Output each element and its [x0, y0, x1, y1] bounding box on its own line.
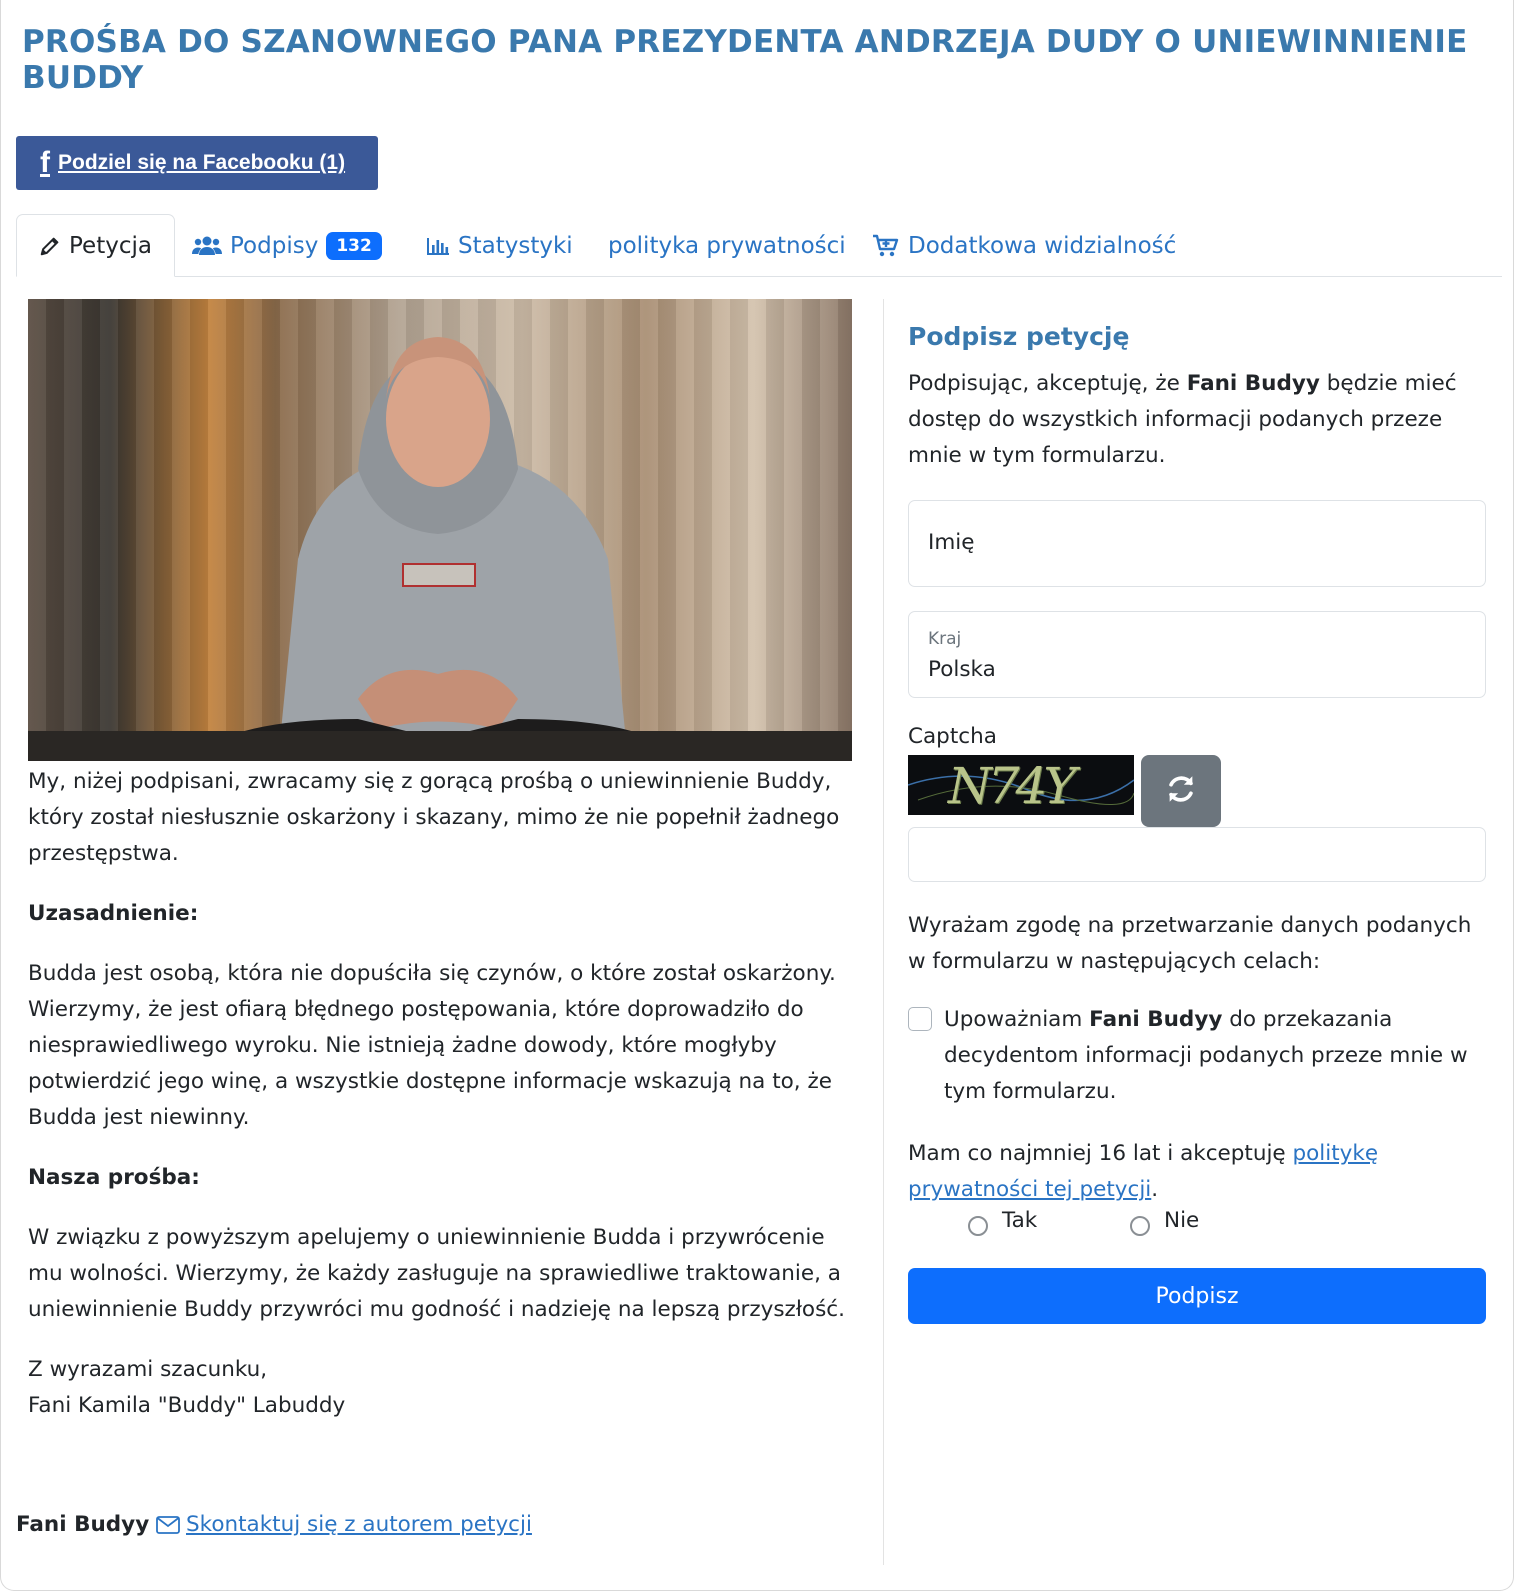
tab-dodatkowa-label: Dodatkowa widzialność — [908, 232, 1177, 259]
sign-info-text — [908, 366, 1486, 474]
author-name: Fani Budyy — [16, 1512, 150, 1537]
age-text-pre: Mam co najmniej 16 lat i akceptuję — [908, 1141, 1293, 1166]
petition-body-prosba: W związku z powyższym apelujemy o uniewinnienie Budda i przywrócenie mu wolności. Wierzymy, że każdy zasługuje na sprawiedliwe traktowanie, a uniewinnienie Buddy przywróci mu godność i nadzieję na lepszą przyszłość. — [28, 1225, 845, 1322]
country-select[interactable] — [908, 611, 1486, 698]
facebook-share-button[interactable] — [16, 136, 378, 190]
sign-submit-button[interactable]: Podpisz — [908, 1268, 1486, 1324]
facebook-icon: f — [40, 146, 50, 179]
tab-dodatkowa-widzialnosc[interactable] — [872, 214, 1176, 277]
tab-polityka-prywatnosci[interactable] — [608, 214, 846, 277]
signature-count-badge: 132 — [326, 232, 382, 260]
sign-info-pre: Podpisując, akceptuję, że — [908, 371, 1187, 396]
sign-form-title: Podpisz petycję — [908, 322, 1130, 351]
petition-body-uzasadnienie: Budda jest osobą, która nie dopuściła się czynów, o które został oskarżony. Wierzymy, że jest ofiarą błędnego postępowania, które doprowadziło do niesprawiedliwego wyroku. Nie istnieją żadne dowody, które mogłyby potwierdzić jego winę, a wszystkie dostępne informacje wskazują na to, że Budda jest niewinny. — [28, 961, 836, 1130]
tab-polityka-label: polityka prywatności — [608, 232, 846, 259]
checkbox-label-author: Fani Budyy — [1089, 1007, 1223, 1032]
consent-checkbox[interactable] — [908, 1007, 932, 1031]
contact-author-link[interactable] — [156, 1512, 532, 1537]
country-value: Polska — [928, 657, 996, 682]
age-text-post: . — [1151, 1177, 1159, 1202]
tab-podpisy[interactable] — [192, 214, 382, 277]
page-title: PROŚBA DO SZANOWNEGO PANA PREZYDENTA ANDRZEJA DUDY O UNIEWINNIENIE BUDDY — [22, 24, 1468, 96]
country-label: Kraj — [928, 629, 962, 649]
users-icon — [192, 235, 222, 257]
tab-bar — [16, 214, 1502, 277]
radio-yes[interactable] — [968, 1216, 988, 1236]
checkbox-label-post: do przekazania decydentom informacji podanych przeze mnie w tym formularzu. — [944, 1007, 1468, 1104]
petition-signature: Fani Kamila "Buddy" Labuddy — [28, 1393, 346, 1418]
tab-statystyki[interactable] — [426, 214, 573, 277]
tab-podpisy-label: Podpisy — [230, 232, 319, 259]
captcha-input[interactable] — [908, 827, 1486, 882]
petition-text — [28, 764, 858, 1424]
cart-icon — [872, 234, 900, 258]
checkbox-label-pre: Upoważniam — [944, 1007, 1090, 1032]
sign-info-post: będzie mieć dostęp do wszystkich informacji podanych przeze mnie w tym formularzu. — [908, 371, 1457, 468]
tab-statystyki-label: Statystyki — [458, 232, 573, 259]
pencil-icon — [39, 235, 61, 257]
radio-yes-label: Tak — [1002, 1208, 1038, 1233]
captcha-label: Captcha — [908, 724, 997, 749]
petition-closing: Z wyrazami szacunku, — [28, 1357, 268, 1382]
refresh-icon — [1164, 772, 1198, 810]
envelope-icon — [156, 1516, 180, 1534]
petition-intro: My, niżej podpisani, zwracamy się z gorącą prośbą o uniewinnienie Buddy, który został niesłusznie oskarżony i skazany, mimo że nie popełnił żadnego przestępstwa. — [28, 769, 840, 866]
facebook-share-label: Podziel się na Facebooku (1) — [58, 151, 346, 174]
sign-info-author: Fani Budyy — [1186, 371, 1320, 396]
photo-person — [28, 299, 852, 761]
age-confirmation-text — [908, 1136, 1486, 1208]
radio-no-label: Nie — [1164, 1208, 1200, 1233]
contact-author-label: Skontaktuj się z autorem petycji — [186, 1512, 532, 1537]
tab-petycja-label: Petycja — [69, 232, 152, 259]
column-divider — [883, 299, 884, 1565]
petition-photo — [28, 299, 852, 761]
consent-checkbox-label — [944, 1002, 1486, 1110]
petition-heading-uzasadnienie: Uzasadnienie: — [28, 901, 199, 926]
name-input[interactable] — [908, 500, 1486, 587]
radio-no[interactable] — [1130, 1216, 1150, 1236]
captcha-image — [908, 755, 1134, 815]
captcha-text: N74Y — [948, 757, 1073, 815]
consent-text: Wyrażam zgodę na przetwarzanie danych podanych w formularzu w następujących celach: — [908, 913, 1472, 974]
bar-chart-icon — [426, 236, 450, 256]
petition-heading-prosba: Nasza prośba: — [28, 1165, 200, 1190]
tab-petycja[interactable] — [16, 214, 175, 277]
privacy-policy-link[interactable]: politykę prywatności tej petycji — [908, 1141, 1379, 1202]
photo-floor — [28, 731, 852, 761]
captcha-refresh-button[interactable] — [1141, 755, 1221, 827]
name-placeholder: Imię — [928, 530, 975, 555]
